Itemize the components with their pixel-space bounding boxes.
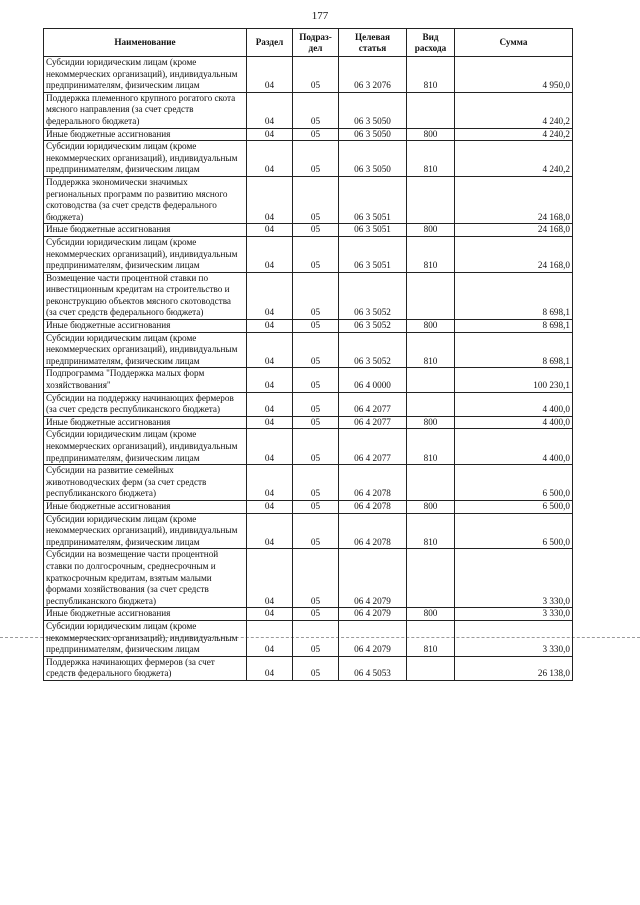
table-row [44, 128, 573, 141]
cell-celevaya: 06 3 5050 [339, 128, 407, 141]
table-row [44, 92, 573, 128]
cell-celevaya: 06 3 5051 [339, 176, 407, 223]
header-name: Наименование [44, 29, 247, 57]
cell-summa: 4 950,0 [455, 57, 573, 93]
cell-celevaya: 06 4 0000 [339, 368, 407, 392]
cell-vid: 810 [407, 57, 455, 93]
cell-podrazdel: 05 [293, 465, 339, 501]
cell-celevaya: 06 4 5053 [339, 656, 407, 680]
cell-razdel: 04 [247, 236, 293, 272]
cell-celevaya: 06 4 2078 [339, 513, 407, 549]
cell-celevaya: 06 3 5051 [339, 236, 407, 272]
cell-vid: 800 [407, 500, 455, 513]
cell-summa: 26 138,0 [455, 656, 573, 680]
cell-name: Субсидии юридическим лицам (кроме некоммерческих организаций), индивидуальным предпринимателям, физическим лицам [44, 513, 247, 549]
cell-name: Иные бюджетные ассигнования [44, 128, 247, 141]
page-number: 177 [311, 10, 329, 22]
cell-podrazdel: 05 [293, 176, 339, 223]
cell-podrazdel: 05 [293, 141, 339, 177]
cell-vid: 800 [407, 128, 455, 141]
cell-podrazdel: 05 [293, 236, 339, 272]
cell-vid: 800 [407, 224, 455, 237]
cell-razdel: 04 [247, 656, 293, 680]
cell-podrazdel: 05 [293, 500, 339, 513]
cell-podrazdel: 05 [293, 392, 339, 416]
cell-podrazdel: 05 [293, 128, 339, 141]
budget-table [43, 28, 573, 681]
table-row [44, 320, 573, 333]
cell-name: Подпрограмма "Поддержка малых форм хозяйствования" [44, 368, 247, 392]
cell-razdel: 04 [247, 549, 293, 608]
cell-name: Субсидии на возмещение части процентной ставки по долгосрочным, среднесрочным и краткосрочным кредитам, взятым малыми формами хозяйствования (за счет средств республиканского бюджета) [44, 549, 247, 608]
cell-summa: 6 500,0 [455, 465, 573, 501]
cell-vid [407, 92, 455, 128]
cell-summa: 4 240,2 [455, 128, 573, 141]
cell-summa: 100 230,1 [455, 368, 573, 392]
cell-razdel: 04 [247, 128, 293, 141]
cell-celevaya: 06 3 5051 [339, 224, 407, 237]
cell-razdel: 04 [247, 416, 293, 429]
cell-celevaya: 06 4 2078 [339, 465, 407, 501]
cell-name: Субсидии юридическим лицам (кроме некоммерческих организаций), индивидуальным предпринимателям, физическим лицам [44, 332, 247, 368]
cell-razdel: 04 [247, 141, 293, 177]
cell-podrazdel: 05 [293, 416, 339, 429]
cell-summa: 4 400,0 [455, 416, 573, 429]
cell-vid: 810 [407, 236, 455, 272]
cell-name: Иные бюджетные ассигнования [44, 320, 247, 333]
cell-razdel: 04 [247, 513, 293, 549]
cell-celevaya: 06 4 2077 [339, 392, 407, 416]
table-row [44, 608, 573, 621]
cell-name: Возмещение части процентной ставки по инвестиционным кредитам на строительство и реконструкцию объектов мясного скотоводства (за счет средств федерального бюджета) [44, 272, 247, 319]
cell-vid: 800 [407, 608, 455, 621]
header-vid: Вид расхода [407, 29, 455, 57]
cell-razdel: 04 [247, 224, 293, 237]
cell-vid: 810 [407, 513, 455, 549]
cell-vid: 800 [407, 416, 455, 429]
cell-razdel: 04 [247, 620, 293, 656]
cell-razdel: 04 [247, 500, 293, 513]
table-row [44, 549, 573, 608]
header-summa: Сумма [455, 29, 573, 57]
cell-vid [407, 176, 455, 223]
table-row [44, 392, 573, 416]
cell-celevaya: 06 3 5050 [339, 141, 407, 177]
cell-podrazdel: 05 [293, 429, 339, 465]
cell-celevaya: 06 4 2079 [339, 608, 407, 621]
cell-vid [407, 656, 455, 680]
cell-summa: 6 500,0 [455, 500, 573, 513]
cell-summa: 3 330,0 [455, 549, 573, 608]
table-row [44, 141, 573, 177]
cell-podrazdel: 05 [293, 608, 339, 621]
cell-summa: 4 400,0 [455, 392, 573, 416]
table-body [44, 57, 573, 681]
cell-celevaya: 06 3 5052 [339, 272, 407, 319]
cell-name: Субсидии на развитие семейных животноводческих ферм (за счет средств республиканского бюджета) [44, 465, 247, 501]
cell-podrazdel: 05 [293, 368, 339, 392]
table-row [44, 429, 573, 465]
cell-name: Субсидии на поддержку начинающих фермеров (за счет средств республиканского бюджета) [44, 392, 247, 416]
cell-razdel: 04 [247, 272, 293, 319]
cell-razdel: 04 [247, 176, 293, 223]
cell-razdel: 04 [247, 465, 293, 501]
cell-vid: 810 [407, 332, 455, 368]
cell-name: Субсидии юридическим лицам (кроме некоммерческих организаций), индивидуальным предпринимателям, физическим лицам [44, 620, 247, 656]
cell-podrazdel: 05 [293, 57, 339, 93]
cell-summa: 4 400,0 [455, 429, 573, 465]
cell-name: Иные бюджетные ассигнования [44, 608, 247, 621]
table-row [44, 500, 573, 513]
cell-summa: 8 698,1 [455, 320, 573, 333]
cell-celevaya: 06 4 2077 [339, 429, 407, 465]
cell-name: Поддержка экономически значимых региональных программ по развитию мясного скотоводства (за счет средств федерального бюджета) [44, 176, 247, 223]
cell-podrazdel: 05 [293, 92, 339, 128]
cell-vid: 810 [407, 141, 455, 177]
cell-podrazdel: 05 [293, 332, 339, 368]
cell-vid: 810 [407, 620, 455, 656]
cell-summa: 3 330,0 [455, 608, 573, 621]
cell-celevaya: 06 3 5050 [339, 92, 407, 128]
cell-podrazdel: 05 [293, 549, 339, 608]
cell-vid [407, 549, 455, 608]
cell-name: Субсидии юридическим лицам (кроме некоммерческих организаций), индивидуальным предпринимателям, физическим лицам [44, 429, 247, 465]
cell-summa: 24 168,0 [455, 224, 573, 237]
cell-vid: 810 [407, 429, 455, 465]
table-row [44, 513, 573, 549]
cell-vid [407, 465, 455, 501]
table-row [44, 620, 573, 656]
cell-summa: 24 168,0 [455, 236, 573, 272]
cell-celevaya: 06 3 5052 [339, 320, 407, 333]
cell-vid: 800 [407, 320, 455, 333]
cell-summa: 24 168,0 [455, 176, 573, 223]
header-podrazdel: Подраз- дел [293, 29, 339, 57]
cell-summa: 4 240,2 [455, 141, 573, 177]
header-razdel: Раздел [247, 29, 293, 57]
header-celevaya: Целевая статья [339, 29, 407, 57]
cell-vid [407, 392, 455, 416]
table-row [44, 656, 573, 680]
cell-name: Иные бюджетные ассигнования [44, 416, 247, 429]
cell-celevaya: 06 3 5052 [339, 332, 407, 368]
cell-podrazdel: 05 [293, 272, 339, 319]
table-row [44, 332, 573, 368]
cell-name: Иные бюджетные ассигнования [44, 224, 247, 237]
cell-name: Поддержка племенного крупного рогатого скота мясного направления (за счет средств федерального бюджета) [44, 92, 247, 128]
cell-vid [407, 368, 455, 392]
cell-summa: 8 698,1 [455, 332, 573, 368]
table-row [44, 416, 573, 429]
cell-summa: 8 698,1 [455, 272, 573, 319]
cell-name: Поддержка начинающих фермеров (за счет средств федерального бюджета) [44, 656, 247, 680]
cell-name: Субсидии юридическим лицам (кроме некоммерческих организаций), индивидуальным предпринимателям, физическим лицам [44, 57, 247, 93]
cell-razdel: 04 [247, 392, 293, 416]
cell-celevaya: 06 4 2079 [339, 549, 407, 608]
cell-name: Субсидии юридическим лицам (кроме некоммерческих организаций), индивидуальным предпринимателям, физическим лицам [44, 236, 247, 272]
cell-razdel: 04 [247, 320, 293, 333]
cell-razdel: 04 [247, 332, 293, 368]
table-row [44, 176, 573, 223]
cell-razdel: 04 [247, 368, 293, 392]
cell-celevaya: 06 3 2076 [339, 57, 407, 93]
cell-razdel: 04 [247, 57, 293, 93]
cell-vid [407, 272, 455, 319]
cell-razdel: 04 [247, 92, 293, 128]
cell-summa: 3 330,0 [455, 620, 573, 656]
cell-summa: 4 240,2 [455, 92, 573, 128]
cell-summa: 6 500,0 [455, 513, 573, 549]
cell-name: Субсидии юридическим лицам (кроме некоммерческих организаций), индивидуальным предпринимателям, физическим лицам [44, 141, 247, 177]
table-row [44, 465, 573, 501]
table-row [44, 236, 573, 272]
cell-celevaya: 06 4 2078 [339, 500, 407, 513]
cell-razdel: 04 [247, 608, 293, 621]
table-row [44, 224, 573, 237]
cell-podrazdel: 05 [293, 620, 339, 656]
cell-podrazdel: 05 [293, 224, 339, 237]
cell-celevaya: 06 4 2079 [339, 620, 407, 656]
cell-podrazdel: 05 [293, 656, 339, 680]
cell-name: Иные бюджетные ассигнования [44, 500, 247, 513]
table-header-row [44, 29, 573, 57]
table-row [44, 57, 573, 93]
cell-razdel: 04 [247, 429, 293, 465]
table-row [44, 368, 573, 392]
cell-celevaya: 06 4 2077 [339, 416, 407, 429]
cell-podrazdel: 05 [293, 320, 339, 333]
table-row [44, 272, 573, 319]
cell-podrazdel: 05 [293, 513, 339, 549]
